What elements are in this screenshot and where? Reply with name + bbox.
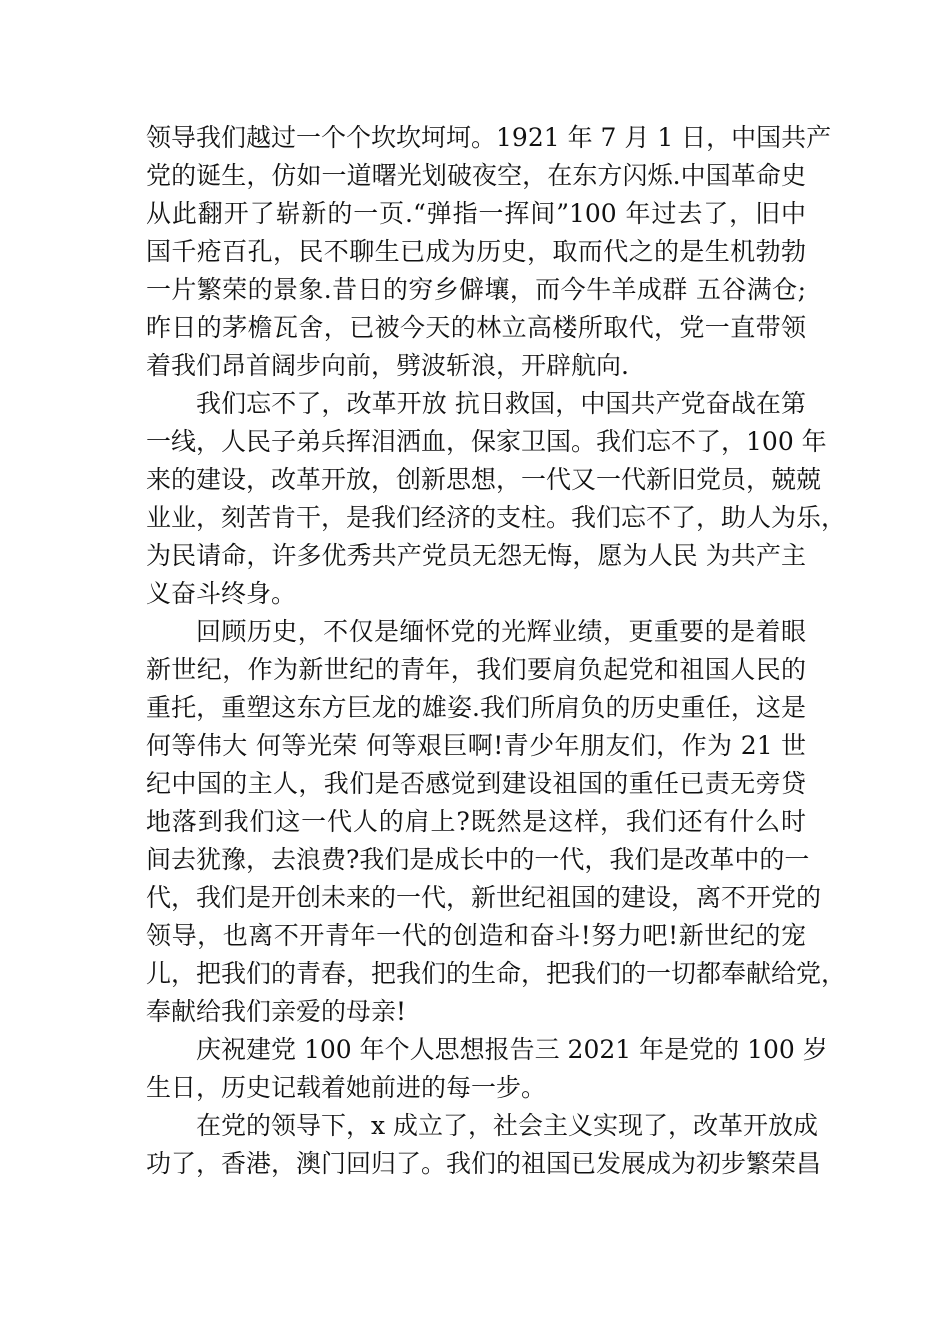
paragraph-first-line: 庆祝建党 100 年个人思想报告三 2021 年是党的 100 岁 bbox=[196, 1035, 828, 1064]
text-line: 国千疮百孔，民不聊生已成为历史，取而代之的是生机勃勃 bbox=[146, 237, 806, 266]
text-line: 一片繁荣的景象.昔日的穷乡僻壤，而今牛羊成群 五谷满仓; bbox=[146, 275, 806, 304]
text-line: 为民请命，许多优秀共产党员无怨无悔，愿为人民 为共产主 bbox=[146, 541, 806, 570]
paragraph-first-line: 回顾历史，不仅是缅怀党的光辉业绩，更重要的是着眼 bbox=[196, 617, 806, 646]
text-line: 重托，重塑这东方巨龙的雄姿.我们所肩负的历史重任，这是 bbox=[146, 693, 806, 722]
text-line: 功了，香港，澳门回归了。我们的祖国已发展成为初步繁荣昌 bbox=[146, 1149, 822, 1178]
text-line: 生日，历史记载着她前进的每一步。 bbox=[146, 1073, 547, 1102]
text-line: 代，我们是开创未来的一代，新世纪祖国的建设，离不开党的 bbox=[146, 883, 822, 912]
text-line: 业业，刻苦肯干，是我们经济的支柱。我们忘不了，助人为乐， bbox=[146, 503, 847, 532]
text-line: 昨日的茅檐瓦舍，已被今天的林立高楼所取代，党一直带领 bbox=[146, 313, 806, 342]
text-line: 从此翻开了崭新的一页.“弹指一挥间”100 年过去了，旧中 bbox=[146, 199, 806, 228]
text-line: 纪中国的主人，我们是否感觉到建设祖国的重任已责无旁贷 bbox=[146, 769, 806, 798]
text-line: 党的诞生，仿如一道曙光划破夜空，在东方闪烁.中国革命史 bbox=[146, 161, 806, 190]
paragraph-first-line: 在党的领导下，x 成立了，社会主义实现了，改革开放成 bbox=[196, 1111, 819, 1140]
text-line: 义奋斗终身。 bbox=[146, 579, 297, 608]
text-line: 间去犹豫，去浪费?我们是成长中的一代，我们是改革中的一 bbox=[146, 845, 810, 874]
text-line: 领导我们越过一个个坎坎坷坷。1921 年 7 月 1 日，中国共产 bbox=[146, 123, 832, 152]
text-line: 新世纪，作为新世纪的青年，我们要肩负起党和祖国人民的 bbox=[146, 655, 806, 684]
text-line: 一线，人民子弟兵挥泪洒血，保家卫国。我们忘不了，100 年 bbox=[146, 427, 827, 456]
text-line: 何等伟大 何等光荣 何等艰巨啊!青少年朋友们，作为 21 世 bbox=[146, 731, 806, 760]
paragraph-first-line: 我们忘不了，改革开放 抗日救国，中国共产党奋战在第 bbox=[196, 389, 806, 418]
text-line: 儿，把我们的青春，把我们的生命，把我们的一切都奉献给党， bbox=[146, 959, 847, 988]
text-line: 着我们昂首阔步向前，劈波斩浪，开辟航向. bbox=[146, 351, 629, 380]
text-line: 领导，也离不开青年一代的创造和奋斗!努力吧!新世纪的宠 bbox=[146, 921, 806, 950]
text-line: 奉献给我们亲爱的母亲! bbox=[146, 997, 407, 1026]
text-line: 地落到我们这一代人的肩上?既然是这样，我们还有什么时 bbox=[146, 807, 806, 836]
text-line: 来的建设，改革开放，创新思想，一代又一代新旧党员，兢兢 bbox=[146, 465, 822, 494]
